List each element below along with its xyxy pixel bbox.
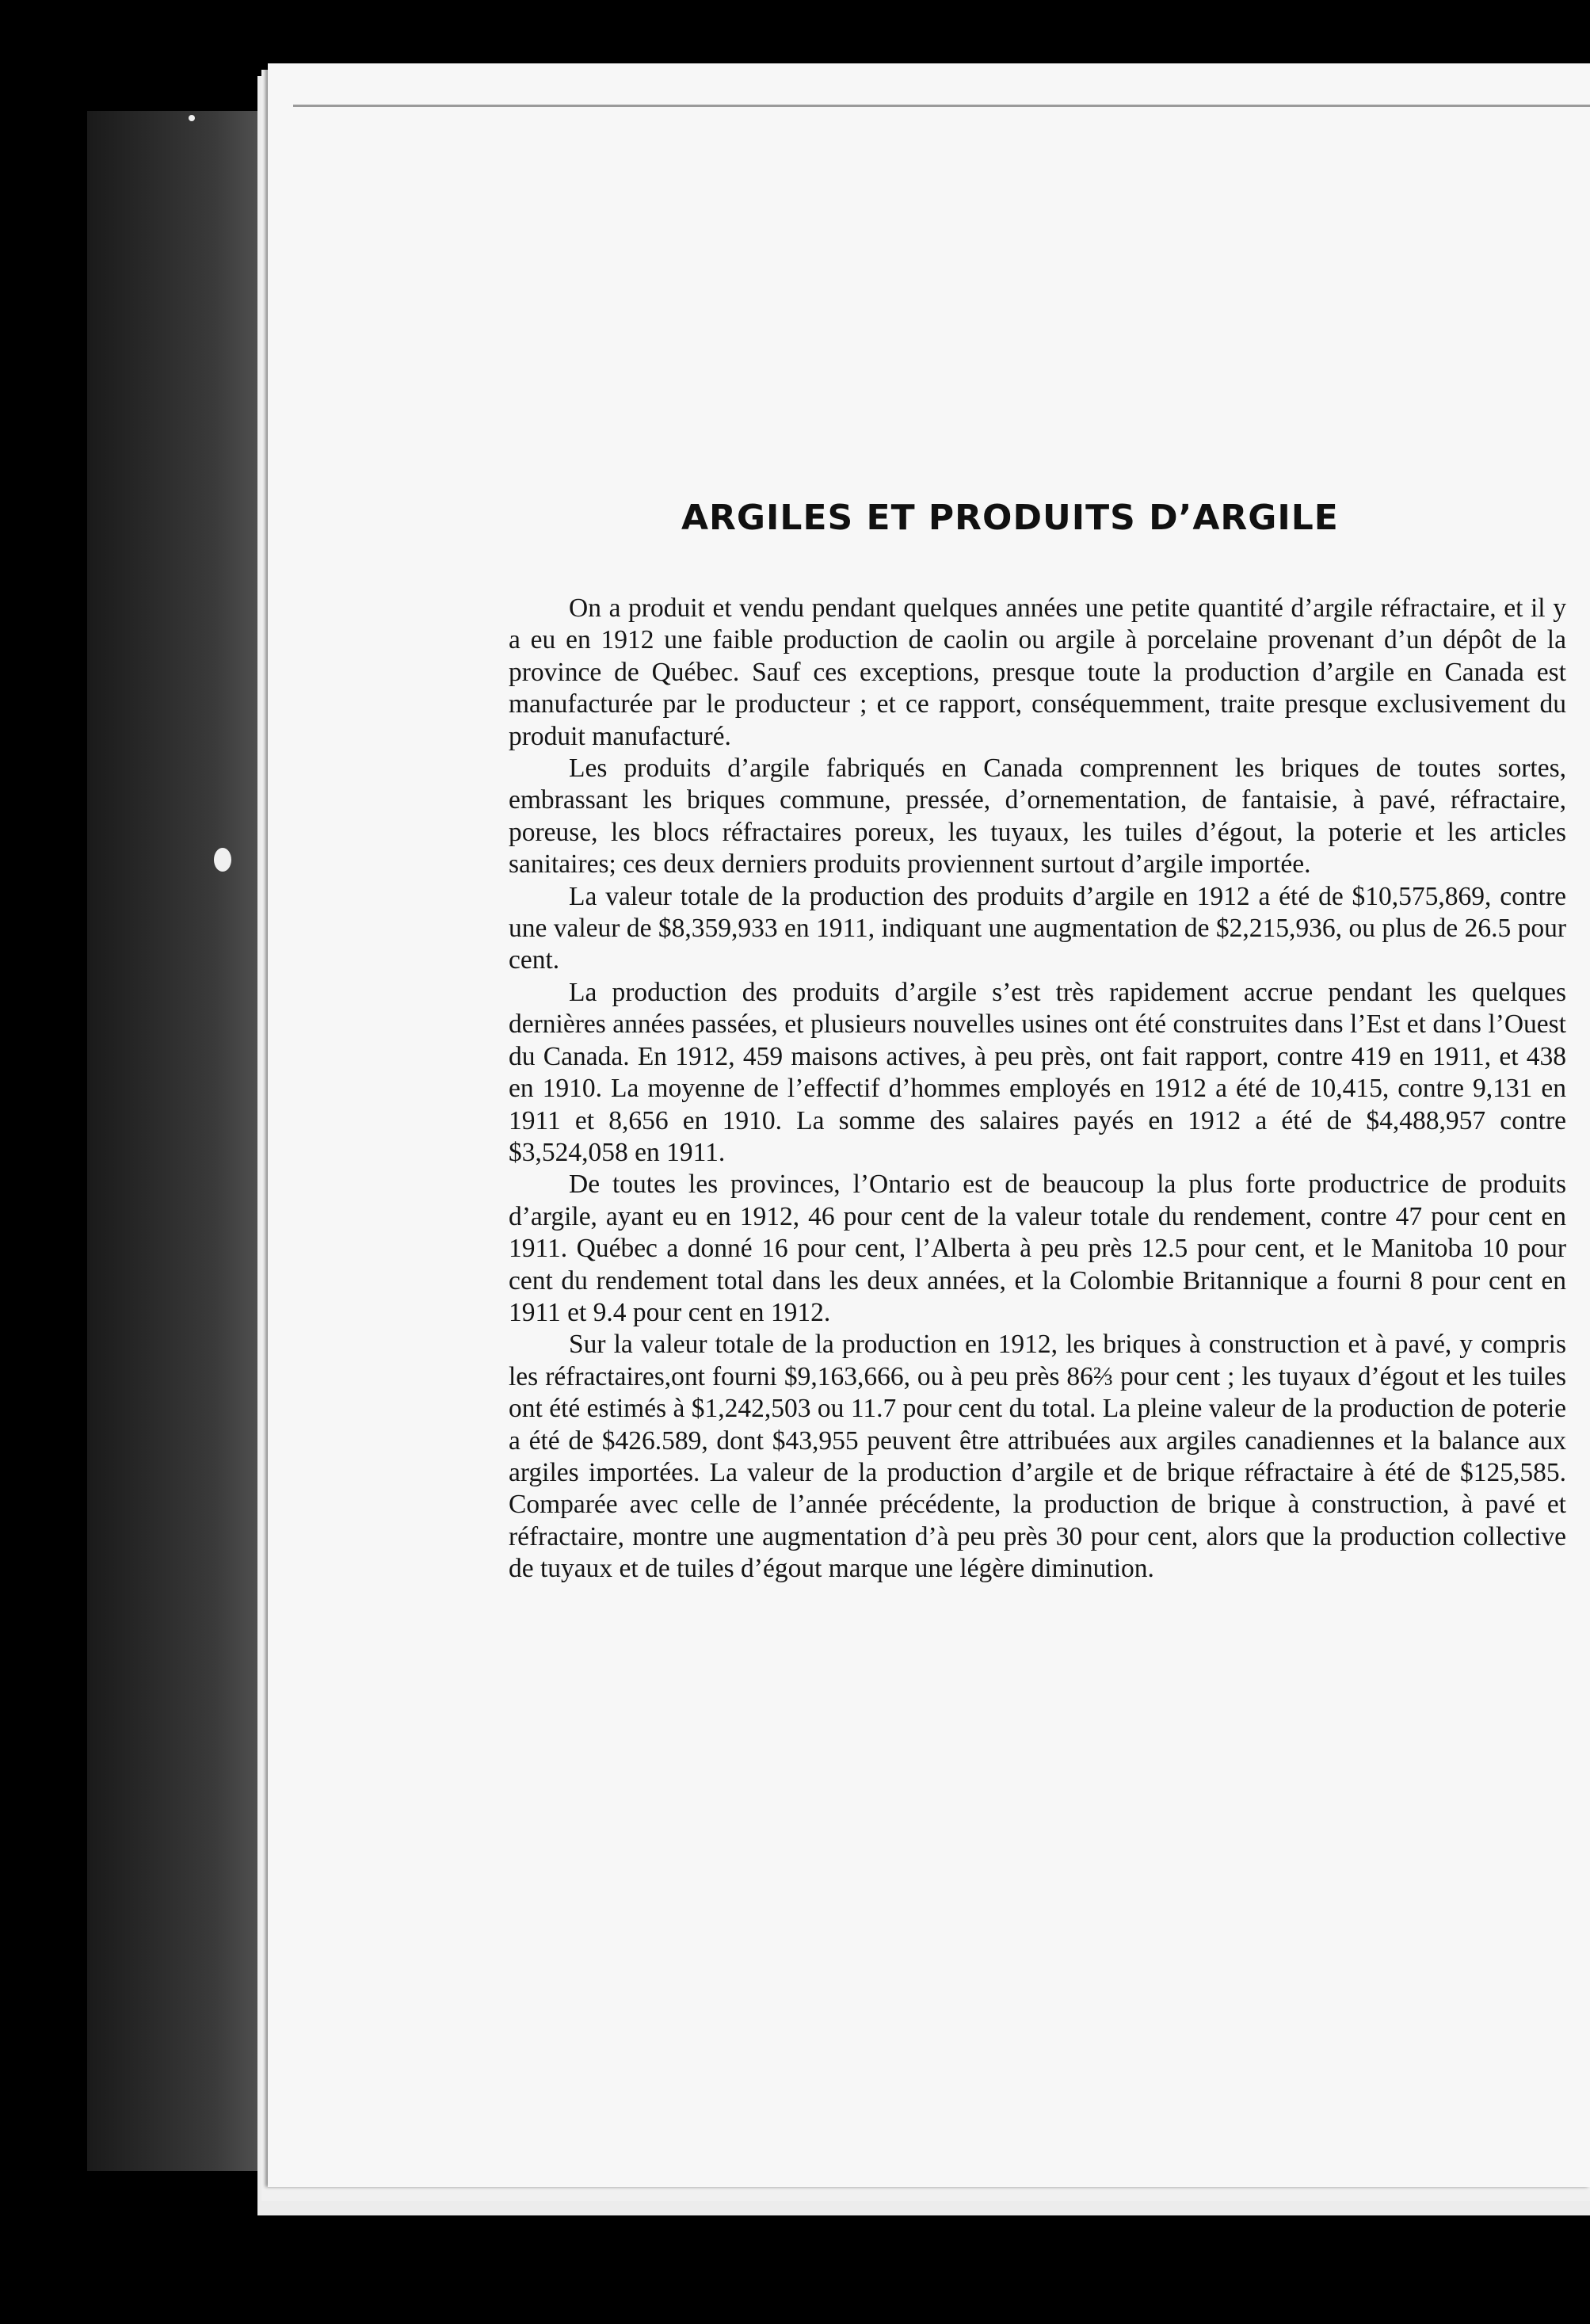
page-title: ARGILES ET PRODUITS D’ARGILE bbox=[681, 498, 1339, 538]
scan-speck bbox=[214, 848, 231, 872]
paragraph: La production des produits d’argile s’est très rapidement accrue pendant les quelques dernières années passées, et plusieurs nouvelles usines ont été construites dans l’Est et dans l’Ouest du Canada. En 1912, 459 maisons actives, à peu près, ont fait rapport, contre 419 en 1911, et 438 en 1910. La moyenne de l’effectif d’hommes employés en 1912 a été de 10,415, contre 9,131 en 1911 et 8,656 en 1910. La somme des salaires payés en 1912 a été de $4,488,957 contre $3,524,058 en 1911. bbox=[509, 977, 1566, 1167]
paragraph: On a produit et vendu pendant quelques années une petite quantité d’argile réfractaire, et il y a eu en 1912 une faible production de caolin ou argile à porcelaine provenant d’un dépôt de la province de Québec. Sauf ces exceptions, presque toute la production d’argile en Canada est manufacturée par le producteur ; et ce rapport, conséquemment, traite presque exclusivement du produit manufacturé. bbox=[509, 593, 1566, 751]
paragraph: Sur la valeur totale de la production en 1912, les briques à construction et à pavé, y compris les réfractaires,ont fourni $9,163,666, ou à peu près 86⅔ pour cent ; les tuyaux d’égout et les tuiles ont été estimés à $1,242,503 ou 11.7 pour cent du total. La pleine valeur de la production de poterie a été de $426.589, dont $43,955 peuvent être attribuées aux argiles canadiennes et la balance aux argiles importées. La valeur de la production d’argile et de brique réfractaire à été de $125,585. Comparée avec celle de l’année précédente, la production de brique à construction, à pavé et réfractaire, montre une augmentation d’à peu près 30 pour cent, alors que la production collective de tuyaux et de tuiles d’égout marque une légère diminution. bbox=[509, 1330, 1566, 1584]
book-binding-edge bbox=[87, 111, 269, 2171]
paragraph: De toutes les provinces, l’Ontario est de beaucoup la plus forte productrice de produits d’argile, ayant eu en 1912, 46 pour cent de la valeur totale du rendement, contre 47 pour cent en 1911. Québec a donné 16 pour cent, l’Alberta à peu près 12.5 pour cent, et le Manitoba 10 pour cent du rendement total dans les deux années, et la Colombie Britannique a fourni 8 pour cent en 1911 et 9.4 pour cent en 1912. bbox=[509, 1170, 1566, 1327]
paragraph: La valeur totale de la production des produits d’argile en 1912 a été de $10,575,869, contre une valeur de $8,359,933 en 1911, indiquant une augmentation de $2,215,936, ou plus de 26.5 pour cent. bbox=[509, 881, 1566, 975]
scan-speck bbox=[189, 115, 195, 121]
page-top-rule bbox=[293, 105, 1590, 107]
paragraph: Les produits d’argile fabriqués en Canada comprennent les briques de toutes sortes, embrassant les briques commune, pressée, d’ornementation, de fantaisie, à pavé, réfractaire, poreuse, les blocs réfractaires poreux, les tuyaux, les tuiles d’égout, la poterie et les articles sanitaires; ces deux derniers produits proviennent surtout d’argile importée. bbox=[509, 754, 1566, 880]
body-text bbox=[509, 593, 1566, 1586]
